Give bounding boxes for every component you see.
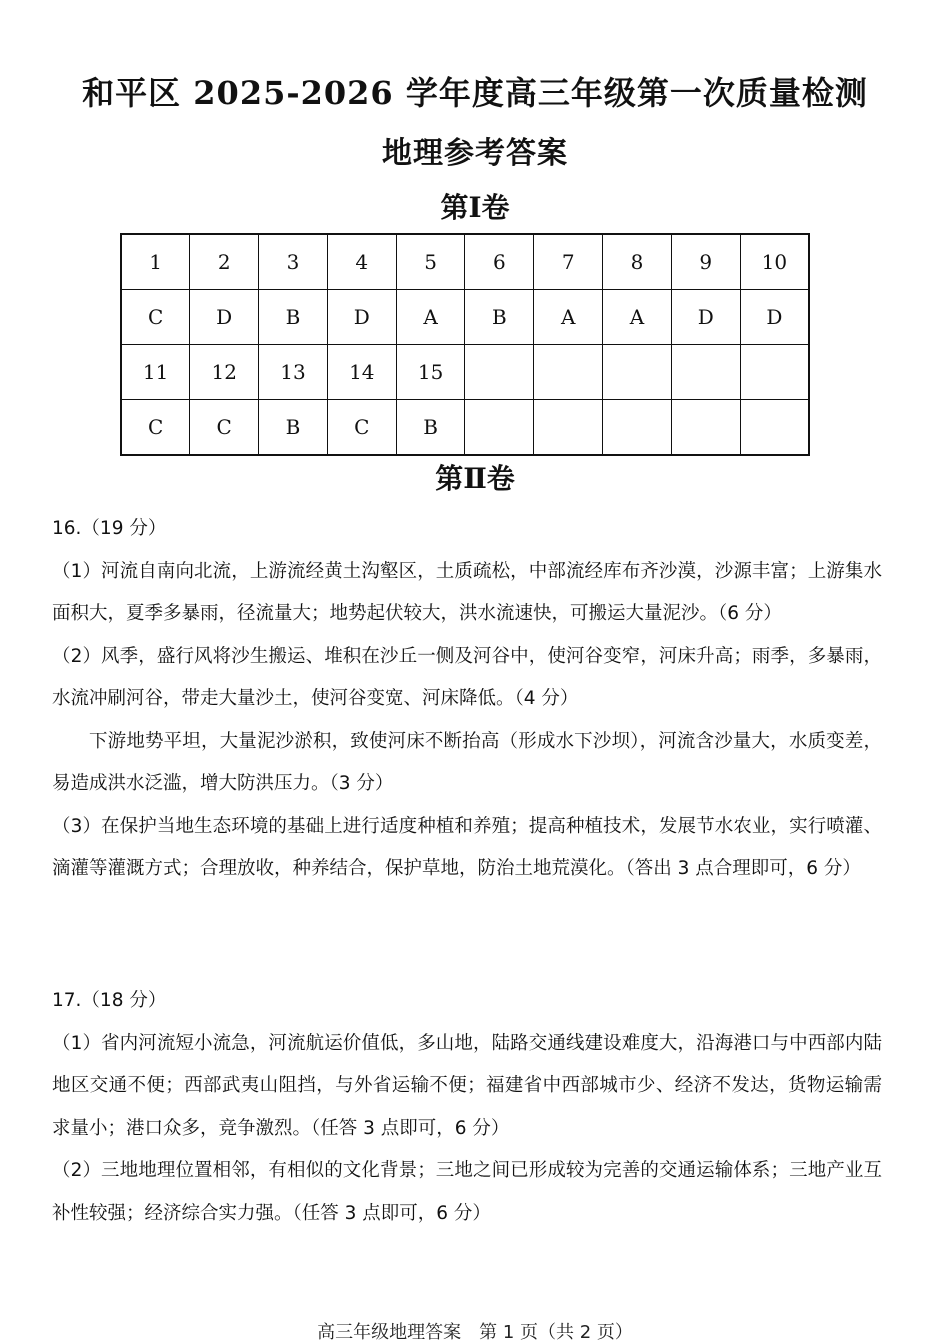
question-number-cell: 12 xyxy=(190,345,259,400)
question-17 xyxy=(52,980,882,1235)
answer-cell: A xyxy=(396,290,465,345)
answer-cell: C xyxy=(121,400,190,456)
answer-key-subtitle: 地理参考答案 xyxy=(382,136,568,171)
question-number-cell: 14 xyxy=(327,345,396,400)
answer-cell: C xyxy=(121,290,190,345)
part2-heading: 第Ⅱ卷 xyxy=(435,462,515,495)
answer-cell: B xyxy=(259,400,328,456)
question-number-cell: 15 xyxy=(396,345,465,400)
answer-cell xyxy=(465,400,534,456)
answer-cell: A xyxy=(534,290,603,345)
answer-table xyxy=(120,233,810,456)
page-footer: 高三年级地理答案 第 1 页（共 2 页） xyxy=(317,1322,633,1343)
exam-title: 和平区 2025-2026 学年度高三年级第一次质量检测 xyxy=(82,74,868,112)
question-number-cell xyxy=(671,345,740,400)
answer-cell: A xyxy=(603,290,672,345)
answer-cell: B xyxy=(465,290,534,345)
question-number-cell: 7 xyxy=(534,234,603,290)
q16-answer-2b: 下游地势平坦，大量泥沙淤积，致使河床不断抬高（形成水下沙坝），河流含沙量大，水质变差，易造成洪水泛滥，增大防洪压力。（3 分） xyxy=(52,730,882,794)
q16-answer-3: （3）在保护当地生态环境的基础上进行适度种植和养殖；提高种植技术，发展节水农业，实行喷灌、滴灌等灌溉方式；合理放收，种养结合，保护草地，防治土地荒漠化。（答出 3 点合理即可，6 分） xyxy=(52,815,882,879)
answer-cell xyxy=(603,400,672,456)
question-number-cell: 4 xyxy=(327,234,396,290)
q16-answer-1: （1）河流自南向北流，上游流经黄土沟壑区，土质疏松，中部流经库布齐沙漠，沙源丰富；上游集水面积大，夏季多暴雨，径流量大；地势起伏较大，洪水流速快，可搬运大量泥沙。（6 分） xyxy=(52,560,882,624)
question-16 xyxy=(52,508,882,891)
part1-heading: 第Ⅰ卷 xyxy=(440,191,510,224)
answer-cell: D xyxy=(671,290,740,345)
question-number-cell xyxy=(740,345,809,400)
question-number-cell: 1 xyxy=(121,234,190,290)
answer-cell: B xyxy=(396,400,465,456)
question-number-cell xyxy=(603,345,672,400)
q17-answer-2: （2）三地地理位置相邻，有相似的文化背景；三地之间已形成较为完善的交通运输体系；三地产业互补性较强；经济综合实力强。（任答 3 点即可，6 分） xyxy=(52,1160,882,1224)
q17-heading: 17.（18 分） xyxy=(52,990,167,1011)
question-number-cell: 9 xyxy=(671,234,740,290)
answer-cell: D xyxy=(327,290,396,345)
question-number-cell: 5 xyxy=(396,234,465,290)
answer-cell xyxy=(534,400,603,456)
question-number-cell: 6 xyxy=(465,234,534,290)
answer-cell: C xyxy=(327,400,396,456)
answer-cell xyxy=(671,400,740,456)
question-number-cell xyxy=(465,345,534,400)
answer-cell: D xyxy=(190,290,259,345)
answer-row xyxy=(121,290,809,345)
question-number-cell: 3 xyxy=(259,234,328,290)
question-number-row xyxy=(121,234,809,290)
question-number-cell: 10 xyxy=(740,234,809,290)
answer-cell xyxy=(740,400,809,456)
answer-row xyxy=(121,400,809,456)
q17-answer-1: （1）省内河流短小流急，河流航运价值低，多山地，陆路交通线建设难度大，沿海港口与中西部内陆地区交通不便；西部武夷山阻挡，与外省运输不便；福建省中西部城市少、经济不发达，货物运输需求量小；港口众多，竞争激烈。（任答 3 点即可，6 分） xyxy=(52,1032,882,1139)
question-number-cell: 13 xyxy=(259,345,328,400)
q16-heading: 16.（19 分） xyxy=(52,518,167,539)
question-number-cell: 2 xyxy=(190,234,259,290)
question-number-cell xyxy=(534,345,603,400)
question-number-cell: 8 xyxy=(603,234,672,290)
q16-answer-2: （2）风季，盛行风将沙生搬运、堆积在沙丘一侧及河谷中，使河谷变窄，河床升高；雨季，多暴雨，水流冲刷河谷，带走大量沙土，使河谷变宽、河床降低。（4 分） xyxy=(52,645,882,709)
question-number-cell: 11 xyxy=(121,345,190,400)
answer-cell: B xyxy=(259,290,328,345)
answer-cell: D xyxy=(740,290,809,345)
answer-cell: C xyxy=(190,400,259,456)
question-number-row xyxy=(121,345,809,400)
